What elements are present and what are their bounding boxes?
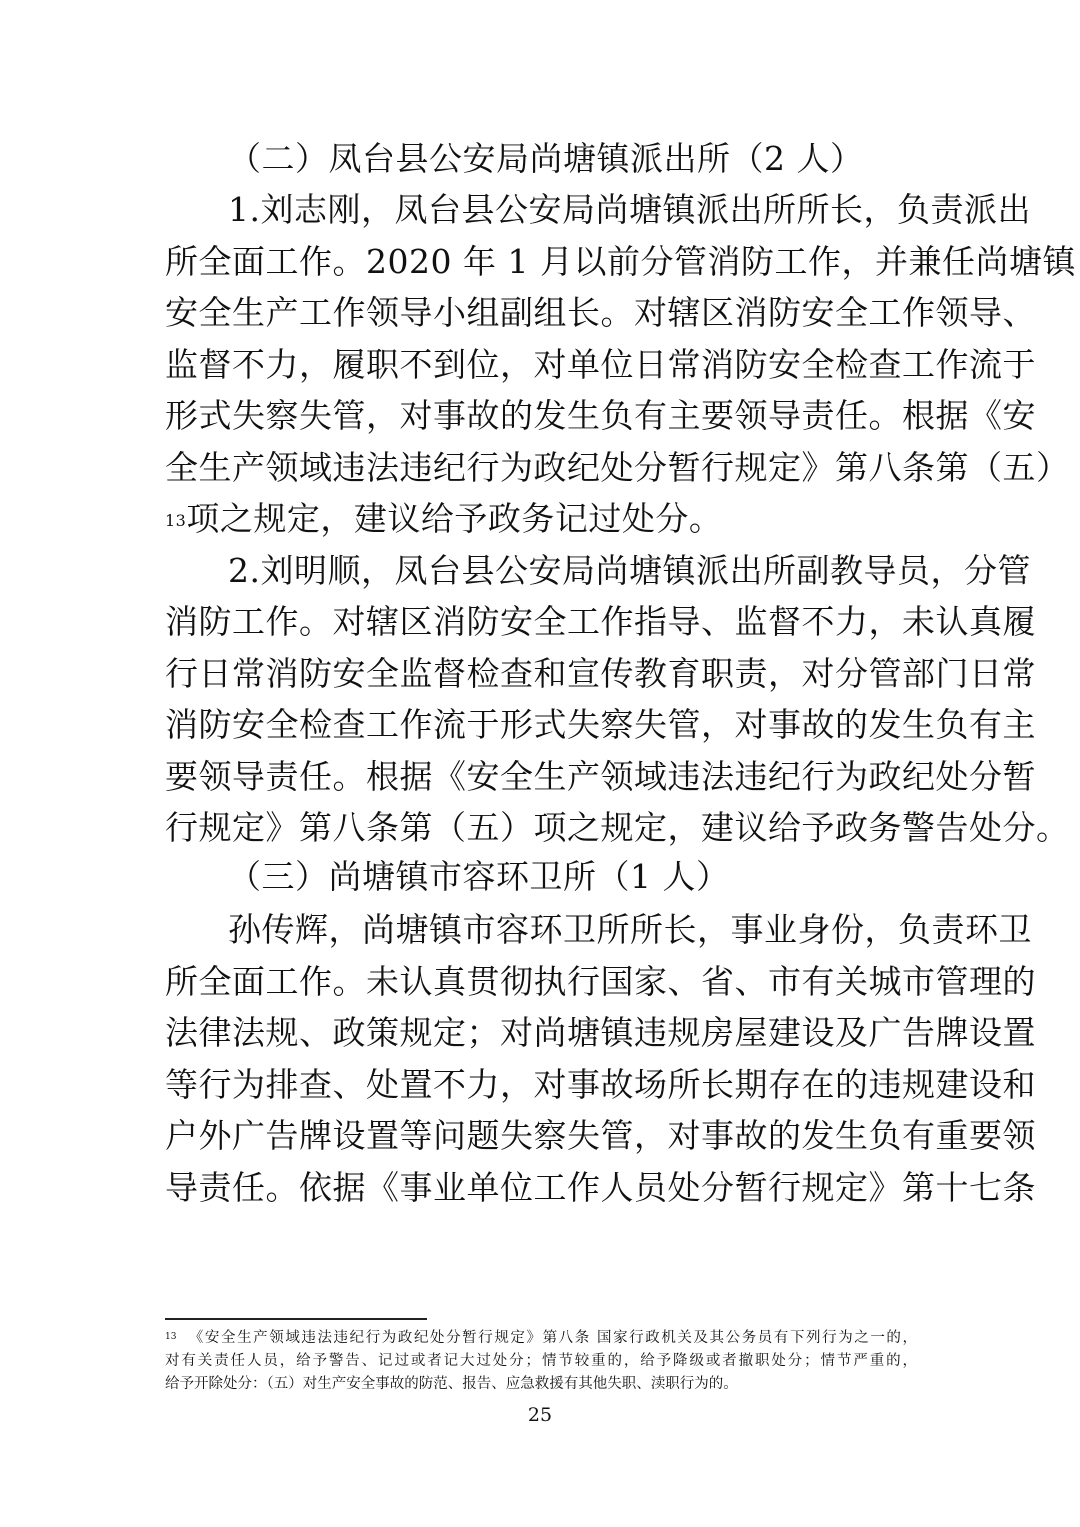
paragraph-line: 所全面工作。未认真贯彻执行国家、省、市有关城市管理的 [165, 962, 1036, 1001]
section-heading: （三）尚塘镇市容环卫所（1 人） [228, 857, 730, 896]
paragraph-line: 孙传辉，尚塘镇市容环卫所所长，事业身份，负责环卫 [228, 910, 1032, 949]
paragraph-line: 2.刘明顺，凤台县公安局尚塘镇派出所副教导员，分管 [228, 551, 1031, 590]
paragraph-line: 法律法规、政策规定；对尚塘镇违规房屋建设及广告牌设置 [165, 1013, 1036, 1052]
paragraph-line: 导责任。依据《事业单位工作人员处分暂行规定》第十七条 [165, 1168, 1036, 1207]
paragraph-line: 安全生产工作领导小组副组长。对辖区消防安全工作领导、 [165, 293, 1036, 332]
paragraph-line: 全生产领域违法违纪行为政纪处分暂行规定》第八条第（五） [165, 448, 1070, 487]
paragraph-line: 要领导责任。根据《安全生产领域违法违纪行为政纪处分暂 [165, 757, 1036, 796]
paragraph-line: 消防工作。对辖区消防安全工作指导、监督不力，未认真履 [165, 602, 1036, 641]
page-number: 25 [527, 1404, 553, 1426]
paragraph-line: 户外广告牌设置等问题失察失管，对事故的发生负有重要领 [165, 1116, 1036, 1155]
footnote-line: 给予开除处分：（五）对生产安全事故的防范、报告、应急救援有其他失职、渎职行为的。 [165, 1376, 738, 1392]
paragraph-line: 监督不力，履职不到位，对单位日常消防安全检查工作流于 [165, 345, 1036, 384]
footnote-line: 对有关责任人员，给予警告、记过或者记大过处分；情节较重的，给予降级或者撤职处分；情节严重的， [165, 1353, 917, 1369]
footnote-reference[interactable]: 13 [165, 511, 187, 530]
section-heading: （二）凤台县公安局尚塘镇派出所（2 人） [228, 139, 864, 178]
paragraph-line: 等行为排查、处置不力，对事故场所长期存在的违规建设和 [165, 1065, 1036, 1104]
paragraph-line: $^{13}$项之规定，建议给予政务记过处分。 [165, 499, 723, 538]
paragraph-line: 形式失察失管，对事故的发生负有主要领导责任。根据《安 [165, 396, 1036, 435]
footnote-marker: 13 [165, 1332, 177, 1342]
paragraph-line: 行规定》第八条第（五）项之规定，建议给予政务警告处分。 [165, 808, 1070, 847]
footnote-line: $^{13}$ 《安全生产领域违法违纪行为政纪处分暂行规定》第八条 国家行政机关及其公务员有下列行为之一的， [165, 1330, 918, 1346]
paragraph-line: 所全面工作。2020 年 1 月以前分管消防工作，并兼任尚塘镇 [165, 242, 1076, 281]
paragraph-line: 行日常消防安全监督检查和宣传教育职责，对分管部门日常 [165, 654, 1036, 693]
paragraph-line: 消防安全检查工作流于形式失察失管，对事故的发生负有主 [165, 705, 1036, 744]
footnote-divider [165, 1318, 427, 1320]
paragraph-line: 1.刘志刚，凤台县公安局尚塘镇派出所所长，负责派出 [228, 190, 1031, 229]
